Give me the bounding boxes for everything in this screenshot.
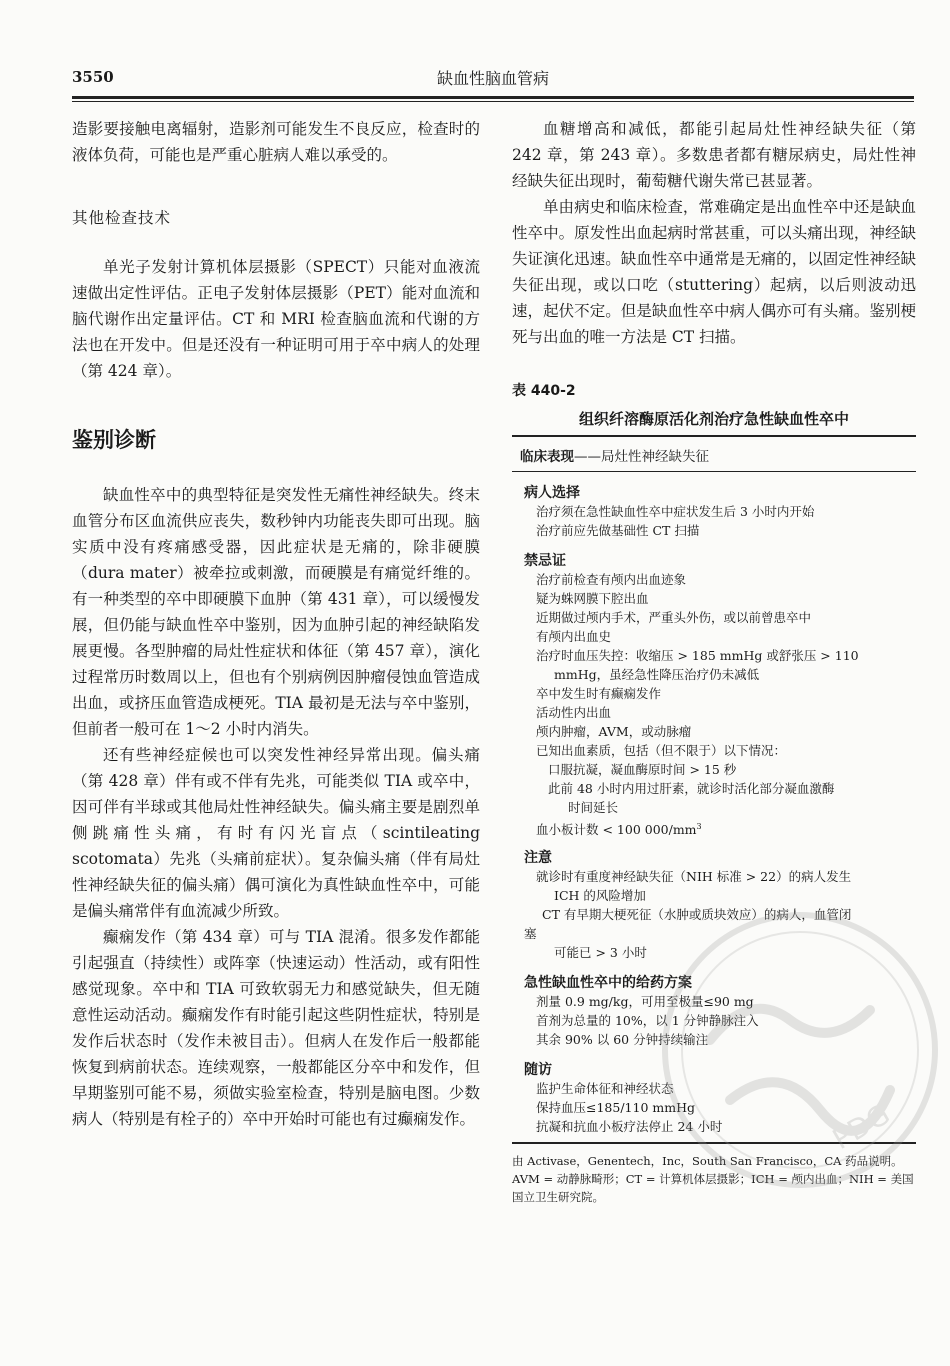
table-item: 抗凝和抗血小板疗法停止 24 小时 — [536, 1119, 723, 1135]
platelet-text: 血小板计数 < 100 000/mm — [536, 822, 697, 838]
clinical-label: 临床表现 — [520, 449, 574, 465]
paragraph: 造影要接触电离辐射，造影剂可能发生不良反应，检查时的液体负荷，可能也是严重心脏病人难以承受的。 — [72, 120, 480, 164]
paragraph: 血糖增高和减低，都能引起局灶性神经缺失征（第 242 章，第 243 章）。多数患者都有糖尿病史，局灶性神经缺失征出现时，葡萄糖代谢失常已甚显著。 — [512, 120, 916, 190]
table-title: 组织纤溶酶原活化剂治疗急性缺血性卒中 — [578, 410, 849, 428]
table-item-platelet — [512, 817, 916, 839]
table-item: 就诊时有重度神经缺失征（NIH 标准 > 22）的病人发生 — [536, 869, 852, 885]
paragraph: 癫痫发作（第 434 章）可与 TIA 混淆。很多发作都能引起强直（持续性）或阵挛（快速运动）性活动，或有阳性感觉现象。卒中和 TIA 可致软弱无力和感觉缺失，但无随意性运动活动。癫痫发作有时能引起这些阴性症状，特别是发作后状态时（发作未被目击）。但病人在发作后一般都能恢复到病前状态。连续观察，一般都能区分卒中和发作，但早期鉴别可能不易，须做实验室检查，特别是脑电图。少数病人（特别是有栓子的）卒中开始时可能也有过癫痫发作。 — [72, 928, 480, 1128]
table-item: 保持血压≤185/110 mmHg — [536, 1100, 695, 1116]
table-item-continuation: ICH 的风险增加 — [554, 888, 646, 904]
left-column — [72, 116, 480, 1132]
table-section-heading: 禁忌证 — [524, 553, 566, 569]
table-item: 疑为蛛网膜下腔出血 — [536, 591, 649, 606]
page-header — [72, 66, 914, 94]
table-item: 剂量 0.9 mg/kg，可用至极量≤90 mg — [536, 994, 754, 1010]
table-item: 已知出血素质，包括（但不限于）以下情况： — [536, 743, 787, 758]
table-subitem: 可能已 > 3 小时 — [554, 945, 647, 961]
table-item: 有颅内出血史 — [536, 629, 612, 644]
table-subitem: 此前 48 小时内用过肝素，就诊时活化部分凝血激酶 — [548, 781, 835, 796]
paragraph: 单光子发射计算机体层摄影（SPECT）只能对血液流速做出定性评估。正电子发射体层摄影（PET）能对血流和脑代谢作出定量评估。CT 和 MRI 检查脑血流和代谢的方法也在开发中。但是还没有一种证明可用于卒中病人的处理（第 424 章）。 — [72, 258, 480, 380]
table-item: 近期做过颅内手术，严重头外伤，或以前曾患卒中 — [536, 610, 812, 625]
table-label: 表 440-2 — [512, 383, 576, 399]
page-number: 3550 — [72, 68, 114, 86]
section-heading: 鉴别诊断 — [72, 428, 156, 452]
seal-watermark — [640, 900, 950, 1200]
table-item: 治疗前检查有颅内出血迹象 — [536, 572, 687, 587]
superscript: 3 — [696, 822, 702, 831]
paragraph: 缺血性卒中的典型特征是突发性无痛性神经缺失。终末血管分布区血流供应丧失，数秒钟内功能丧失即可出现。脑实质中没有疼痛感受器，因此症状是无痛的，除非硬膜（dura mater）被牵拉或刺激，而硬膜是有痛觉纤维的。有一种类型的卒中即硬膜下血肿（第 431 章），可以缓慢发展，但仍能与缺血性卒中鉴别，因为血肿引起的神经缺陷发展更慢。各型肿瘤的局灶性症状和体征（第 457 章），演化过程常历时数周以上，但也有个别病例因肿瘤侵蚀血管造成出血，或挤压血管造成梗死。TIA 最初是无法与卒中鉴别，但前者一般可在 1～2 小时内消失。 — [72, 486, 480, 738]
running-title: 缺血性脑血管病 — [436, 69, 549, 88]
header-rule-thick — [72, 96, 914, 99]
table-item: 首剂为总量的 10%，以 1 分钟静脉注入 — [536, 1013, 759, 1029]
table-item: 监护生命体征和神经状态 — [536, 1081, 674, 1097]
watermark-text: PDG — [827, 1097, 896, 1157]
subheading: 其他检查技术 — [72, 209, 172, 227]
table-item: 治疗时血压失控：收缩压 > 185 mmHg 或舒张压 > 110 — [536, 648, 859, 663]
table-section-heading: 随访 — [524, 1062, 552, 1079]
paragraph: 还有些神经症候也可以突发性神经异常出现。偏头痛（第 428 章）伴有或不伴有先兆，可能类似 TIA 或卒中，因可伴有半球或其他局灶性神经缺失。偏头痛主要是剧烈单侧跳痛性头痛，有时有闪光盲点（scintileating scotomata）先兆（头痛前症状）。复杂偏头痛（伴有局灶性神经缺失征的偏头痛）偶可演化为真性缺血性卒中，可能是偏头痛常伴有血流减少所致。 — [72, 746, 480, 920]
table-item: CT 有早期大梗死征（水肿或质块效应）的病人，血管闭 — [542, 907, 852, 923]
table-footnote: 由 Activase，Genentech，Inc，South San Francisco，CA 药品说明。AVM = 动静脉畸形；CT = 计算机体层摄影；ICH = 颅内出血；NIH = 美国国立卫生研究院。 — [512, 1154, 914, 1205]
table-item-continuation: 时间延长 — [568, 800, 619, 815]
clinical-row — [512, 445, 916, 465]
header-rule-thin — [72, 101, 914, 102]
table-item: 颅内肿瘤，AVM，或动脉瘤 — [536, 724, 692, 739]
table-item: 治疗前应先做基础性 CT 扫描 — [536, 523, 700, 538]
paragraph: 单由病史和临床检查，常难确定是出血性卒中还是缺血性卒中。原发性出血起病时常甚重，可以头痛出现，神经缺失证演化迅速。缺血性卒中通常是无痛的，以固定性神经缺失征出现，或以口吃（stuttering）起病，以后则波动迅速，起伏不定。但是缺血性卒中病人偶亦可有头痛。鉴别梗死与出血的唯一方法是 CT 扫描。 — [512, 198, 916, 346]
table-item: 活动性内出血 — [536, 705, 612, 720]
table-rule — [512, 435, 916, 437]
table-item-continuation: 塞 — [524, 926, 537, 942]
clinical-text: ——局灶性神经缺失征 — [574, 449, 709, 465]
table-item: 卒中发生时有癫痫发作 — [536, 686, 662, 701]
table-item: 治疗须在急性缺血性卒中症状发生后 3 小时内开始 — [536, 504, 815, 519]
table-rule — [512, 471, 916, 472]
table-subitem: 口服抗凝，凝血酶原时间 > 15 秒 — [548, 762, 737, 777]
table-item: 其余 90% 以 60 分钟持续输注 — [536, 1032, 709, 1048]
table-item-continuation: mmHg，虽经急性降压治疗仍未减低 — [554, 667, 760, 682]
table-section-heading: 病人选择 — [524, 485, 580, 501]
table-section-heading: 急性缺血性卒中的给药方案 — [524, 975, 692, 992]
table-section-heading: 注意 — [524, 850, 552, 867]
